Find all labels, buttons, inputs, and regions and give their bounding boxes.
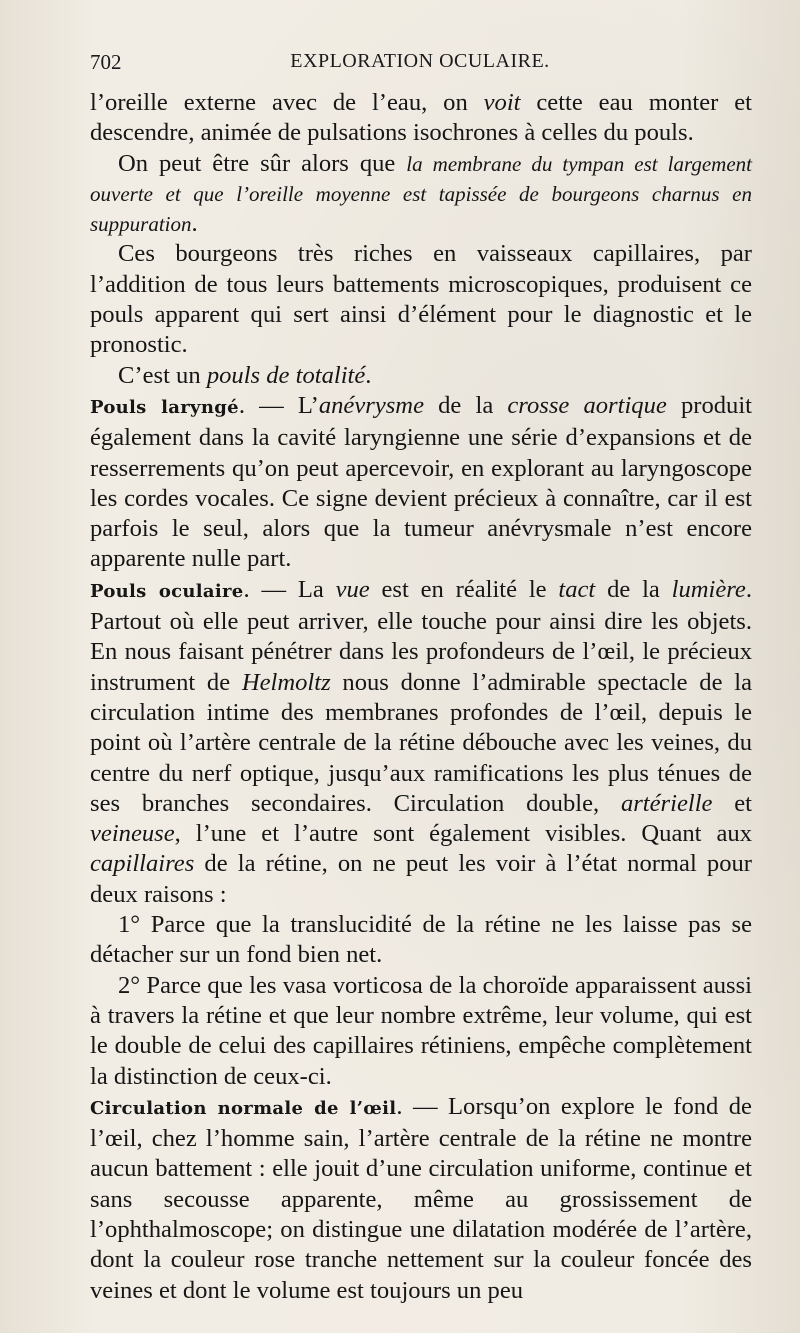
italic-segment: la membrane du tympan est largement ouverte et que l’oreille moyenne est tapissée de bourgeons charnus en suppuration: [90, 151, 752, 237]
text-segment: et: [712, 789, 752, 817]
text-segment: . — L’: [238, 391, 319, 419]
page-number: 702: [90, 50, 122, 74]
text-segment: .: [191, 210, 198, 238]
paragraph-reason-1: [90, 910, 752, 971]
text-segment: C’est un: [118, 361, 207, 389]
text-segment: de la: [424, 391, 508, 419]
text-segment: cette eau monter et descendre, animée de pulsations isochrones à celles du pouls.: [90, 89, 752, 147]
text-segment: est en réalité le: [369, 575, 559, 603]
paragraph-bourgeons: [90, 239, 752, 360]
italic-segment: capillaires: [90, 850, 195, 878]
text-segment: l’oreille externe avec de l’eau, on: [90, 89, 484, 116]
italic-segment: lumière: [671, 575, 746, 603]
text-segment: produit également dans la cavité laryngienne une série d’expansions et de resserrements qu’on peut apercevoir, en explorant au laryngoscope les cordes vocales. Ce signe devient précieux à connaître, car il est parfois le seul, alors que la tumeur anévrysmale n’est encore apparente nulle part.: [90, 391, 752, 573]
text-segment: Ces bourgeons très riches en vaisseaux capillaires, par l’addition de tous leurs battements microscopiques, produisent ce pouls apparent qui sert ainsi d’élément pour le diagnostic et le pronostic.: [90, 240, 752, 359]
italic-segment: pouls de totalité: [206, 361, 366, 389]
page-header: [90, 42, 750, 78]
italic-segment: voit: [483, 89, 521, 116]
paragraph-ear-continuation: [90, 88, 752, 149]
italic-segment: tact: [558, 575, 596, 603]
text-segment: nous donne l’admirable spectacle de la circulation intime des membranes profondes de l’œil, depuis le point où l’artère centrale de la rétine débouche avec les veines, du centre du nerf optique, jusqu’aux ramifications les plus ténues de ses branches secondaires. Circulation double,: [90, 668, 752, 817]
text-segment: . — La: [243, 575, 336, 603]
italic-segment: artérielle: [620, 789, 713, 817]
section-heading-circulation-normale: Circulation normale de l’œil: [90, 1097, 397, 1119]
italic-segment: Helmoltz: [241, 668, 331, 696]
paragraph-reason-2: [90, 971, 752, 1092]
text-segment: . Partout où elle peut arriver, elle touche pour ainsi dire les objets. En nous faisant pénétrer dans les profondeurs de l’œil, le précieux instrument de: [90, 575, 752, 696]
section-heading-pouls-larynge: Pouls laryngé: [90, 396, 239, 418]
text-segment: de la rétine, on ne peut les voir à l’état normal pour deux raisons :: [90, 850, 752, 908]
paragraph-pouls-oculaire: [90, 575, 752, 910]
text-segment: , l’une et l’autre sont également visibles. Quant aux: [174, 820, 752, 848]
paragraph-pouls-totalite: [90, 361, 752, 391]
paragraph-circulation-normale: [90, 1092, 752, 1306]
paragraph-tympan: [90, 149, 752, 240]
italic-segment: anévrysme: [318, 391, 424, 419]
paragraph-pouls-larynge: [90, 391, 752, 575]
text-segment: . — Lorsqu’on explore le fond de l’œil, chez l’homme sain, l’artère centrale de la rétine ne montre aucun battement : elle jouit d’une circulation uniforme, continue et sans secousse apparente, même au grossissement de l’ophthalmoscope; on distingue une dilatation modérée de l’artère, dont la couleur rose tranche nettement sur la couleur foncée des veines et dont le volume est toujours un peu: [90, 1092, 752, 1304]
body-text: [90, 88, 752, 1306]
running-title: EXPLORATION OCULAIRE.: [290, 50, 550, 72]
text-segment: de la: [595, 575, 672, 603]
text-segment: On peut être sûr alors que: [118, 149, 407, 177]
italic-segment: crosse aortique: [507, 391, 667, 419]
italic-segment: vue: [335, 575, 370, 603]
text-segment: 1° Parce que la translucidité de la rétine ne les laisse pas se détacher sur un fond bien net.: [90, 911, 752, 969]
text-segment: 2° Parce que les vasa vorticosa de la choroïde apparaissent aussi à travers la rétine et que leur nombre extrême, leur volume, qui est le double de celui des capillaires rétiniens, empêche complètement la distinction de ceux-ci.: [90, 971, 752, 1090]
text-segment: .: [365, 361, 372, 389]
section-heading-pouls-oculaire: Pouls oculaire: [90, 580, 244, 602]
italic-segment: veineuse: [90, 820, 175, 848]
